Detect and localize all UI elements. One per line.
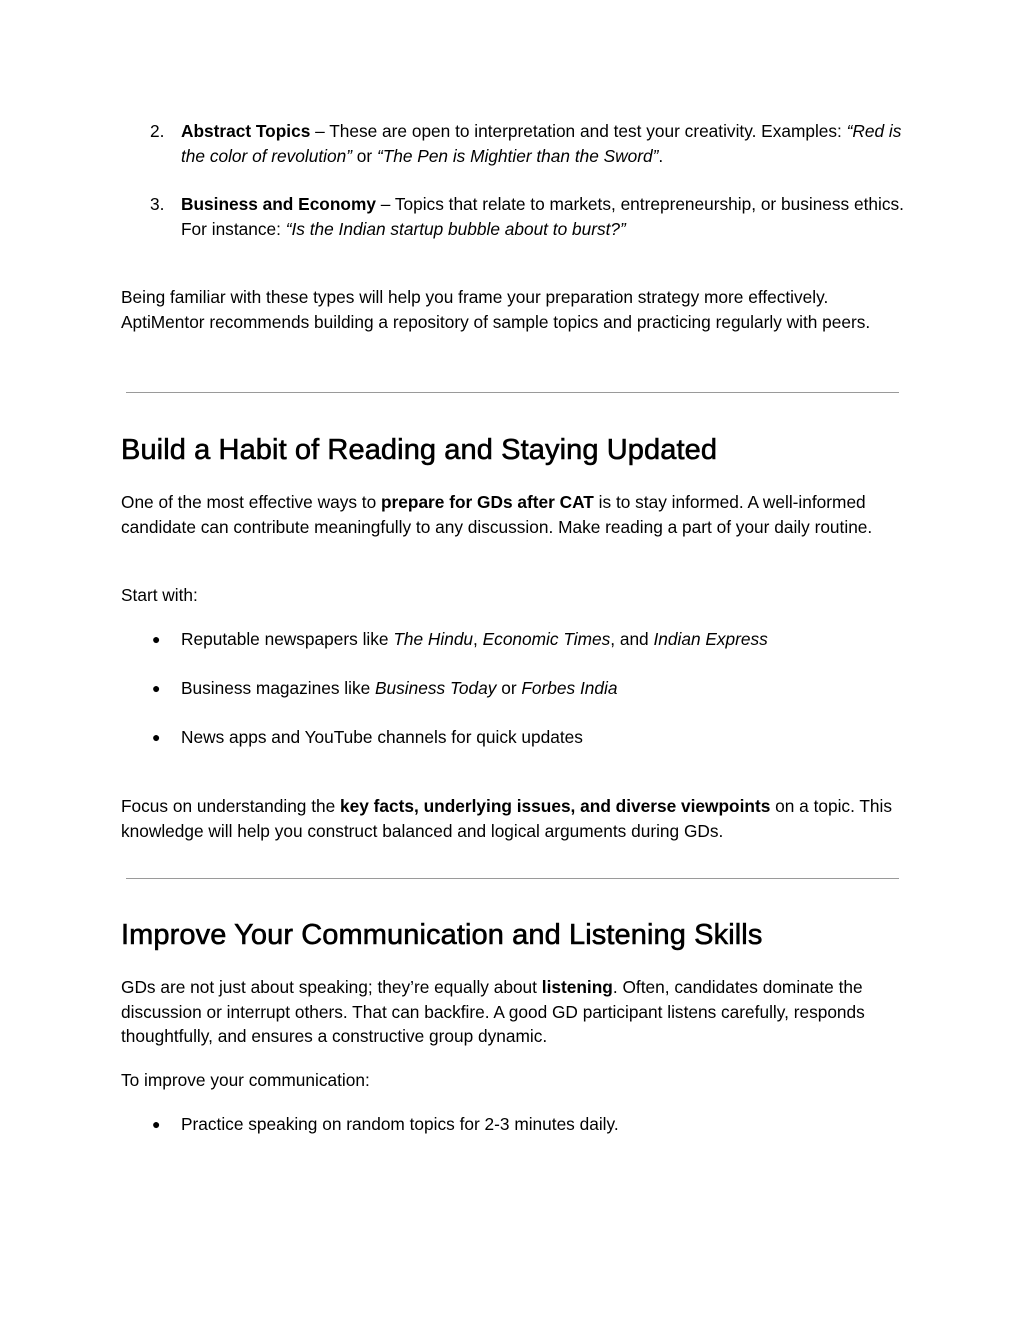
publication-name: Indian Express (653, 629, 768, 649)
list-item-title: Abstract Topics (181, 121, 311, 141)
paragraph-start-with (121, 583, 911, 608)
paragraph-focus (121, 794, 911, 843)
bullet-icon: ● (152, 1116, 161, 1132)
text-run: or (496, 678, 522, 698)
paragraph-communication-intro (121, 975, 911, 1049)
paragraph-familiar (121, 285, 911, 334)
paragraph-text (121, 490, 911, 539)
paragraph-to-improve (121, 1068, 911, 1093)
example-quote: “Red is the color of revolution” (181, 121, 902, 166)
end-punctuation: . (658, 145, 664, 166)
connector-text: or (351, 145, 377, 166)
paragraph-reading-intro (121, 490, 911, 539)
list-number: 3. (150, 194, 165, 214)
publication-name: The Hindu (393, 629, 474, 649)
paragraph-text: Start with: (121, 585, 198, 605)
text-run: on a topic. This knowledge will help you construct balanced and logical arguments during GDs. (121, 796, 893, 841)
example-quote: “The Pen is Mightier than the Sword” (376, 145, 659, 166)
text-run: Reputable newspapers like (181, 629, 394, 649)
text-run: , (473, 629, 483, 649)
bullet-text (181, 627, 911, 652)
section-divider (126, 878, 899, 879)
paragraph-text: To improve your communication: (121, 1070, 370, 1090)
list-item-title: Business and Economy (181, 194, 376, 214)
section-heading-reading: Build a Habit of Reading and Staying Updated (121, 434, 718, 466)
bullet-text: Practice speaking on random topics for 2-3 minutes daily. (181, 1114, 619, 1134)
bullet-text (181, 676, 911, 701)
publication-name: Business Today (375, 678, 497, 698)
list-number: 2. (150, 121, 165, 141)
publication-name: Forbes India (521, 678, 618, 698)
bullet-item-news-apps (121, 725, 911, 750)
bold-text: listening (541, 977, 613, 997)
bold-text: key facts, underlying issues, and diverse viewpoints (340, 796, 771, 816)
list-item-business-economy (121, 192, 911, 241)
text-run: , and (610, 629, 654, 649)
text-run: Focus on understanding the (121, 796, 341, 816)
bullet-icon: ● (152, 729, 161, 745)
list-item-description: – Topics that relate to markets, entrepreneurship, or business ethics. For instance: (181, 194, 904, 239)
bullet-item-magazines (121, 676, 911, 701)
list-item-text (181, 119, 911, 168)
bullet-text: News apps and YouTube channels for quick updates (181, 727, 583, 747)
publication-name: Economic Times (482, 629, 611, 649)
list-item-abstract-topics (121, 119, 911, 168)
text-run: Business magazines like (181, 678, 376, 698)
section-heading-communication: Improve Your Communication and Listening Skills (121, 919, 763, 951)
bullet-item-practice-speaking (121, 1112, 911, 1137)
list-item-text (181, 192, 911, 241)
bullet-icon: ● (152, 680, 161, 696)
text-run: . Often, candidates dominate the discussion or interrupt others. That can backfire. A good GD participant listens carefully, responds thoughtfully, and ensures a constructive group dynamic. (121, 977, 865, 1047)
example-quote: “Is the Indian startup bubble about to burst?” (285, 218, 626, 239)
paragraph-text (121, 794, 911, 843)
text-run: GDs are not just about speaking; they’re equally about (121, 977, 542, 997)
text-run: is to stay informed. A well-informed candidate can contribute meaningfully to any discussion. Make reading a part of your daily routine. (121, 492, 873, 537)
text-run: One of the most effective ways to (121, 492, 381, 512)
bullet-item-newspapers (121, 627, 911, 652)
list-item-description: – These are open to interpretation and test your creativity. Examples: (310, 121, 847, 141)
paragraph-text: Being familiar with these types will help you frame your preparation strategy more effectively. AptiMentor recommends building a repository of sample topics and practicing regularly with peers. (121, 287, 871, 332)
section-divider (126, 392, 899, 393)
paragraph-text (121, 975, 911, 1049)
bold-text: prepare for GDs after CAT (381, 492, 594, 512)
bullet-icon: ● (152, 631, 161, 647)
